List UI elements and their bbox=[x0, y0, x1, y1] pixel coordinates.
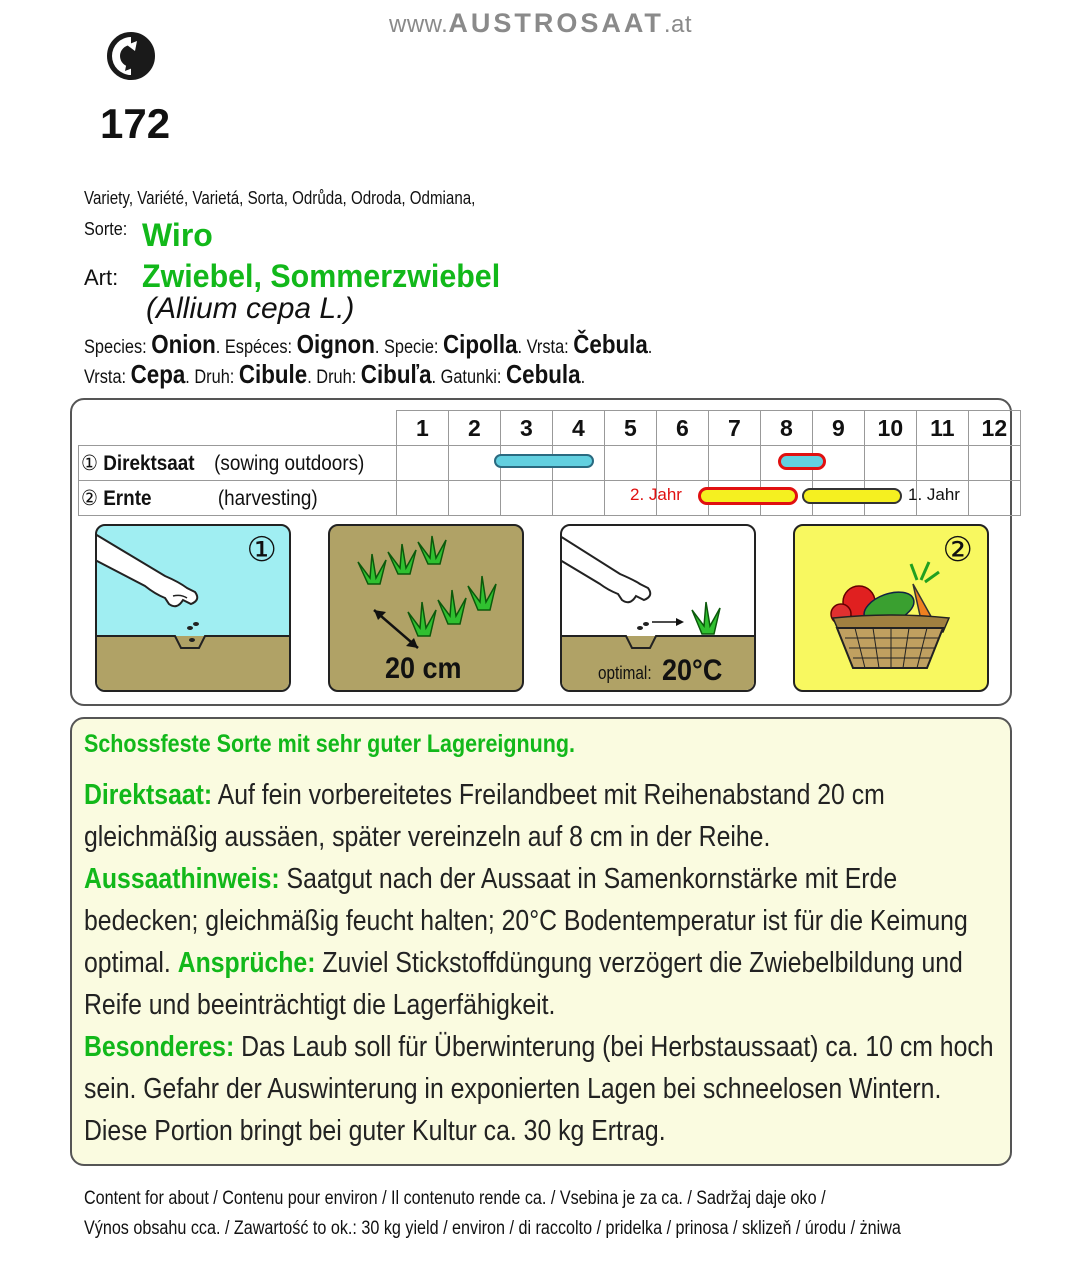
info-body bbox=[84, 774, 1007, 1152]
month-header: 7 bbox=[708, 411, 760, 446]
spacing-label: 20 cm bbox=[385, 652, 463, 685]
calendar-corner bbox=[79, 411, 397, 446]
row-translation: (sowing outdoors) bbox=[214, 451, 365, 475]
pictogram-number: ① bbox=[246, 531, 277, 569]
temperature-label: 20°C bbox=[662, 654, 723, 687]
species-translation-value: Cibuľa bbox=[360, 359, 432, 389]
item-number: 172 bbox=[100, 100, 171, 147]
latin-name: (Allium cepa L.) bbox=[146, 292, 355, 325]
pictogram-harvest bbox=[793, 524, 989, 692]
month-header: 4 bbox=[552, 411, 604, 446]
species-translation-label: . Druh: bbox=[185, 367, 239, 388]
row-symbol: ② bbox=[81, 486, 98, 510]
month-header: 8 bbox=[760, 411, 812, 446]
species-translation-label: . Specie: bbox=[374, 337, 444, 358]
species-translation-label: . bbox=[647, 337, 653, 358]
species-translation-value: Cebula bbox=[506, 359, 581, 389]
harvest-bar-year1 bbox=[802, 488, 902, 504]
site-brand: AUSTROSAAT bbox=[448, 8, 664, 38]
species-translation-value: Cipolla bbox=[443, 329, 518, 359]
month-header: 1 bbox=[396, 411, 448, 446]
month-header: 2 bbox=[448, 411, 500, 446]
species-translation-value: Cepa bbox=[130, 359, 186, 389]
species-translation-label: . Druh: bbox=[307, 367, 361, 388]
year2-label: 2. Jahr bbox=[630, 485, 682, 504]
sorte-label: Sorte: bbox=[84, 219, 128, 239]
row-symbol: ① bbox=[81, 451, 98, 475]
species-translation-label: Vrsta: bbox=[84, 367, 131, 388]
species-name: Zwiebel, Sommerzwiebel bbox=[142, 258, 501, 294]
species-translation-value: Cibule bbox=[238, 359, 308, 389]
footer-line-1: Content for about / Contenu pour environ / Il contenuto rende ca. / Vsebina je za ca. / Sadržaj daje oko / bbox=[84, 1188, 826, 1209]
website-url bbox=[0, 8, 1081, 39]
variety-label-line: Variety, Variété, Varietá, Sorta, Odrůda, Odroda, Odmiana, bbox=[84, 188, 476, 208]
month-header: 3 bbox=[500, 411, 552, 446]
species-translation-label: . Espéces: bbox=[215, 337, 297, 358]
row-name: Direktsaat bbox=[103, 451, 195, 475]
month-header: 11 bbox=[916, 411, 968, 446]
row-name: Ernte bbox=[103, 486, 152, 510]
aussaathinweis-label: Aussaathinweis: bbox=[84, 863, 280, 895]
aussaathinweis-text: Saatgut nach der Aussaat in Samenkornstärke mit Erde bedecken; gleichmäßig feucht halten; 20°C Bodentemperatur ist für die Keimung optimal. bbox=[84, 863, 968, 979]
month-header: 10 bbox=[864, 411, 916, 446]
row-label-sowing bbox=[79, 446, 397, 481]
ansprueche-text: Zuviel Stickstoffdüngung verzögert die Zwiebelbildung und Reife und beeinträchtigt die Lagerfähigkeit. bbox=[84, 947, 963, 1021]
month-header: 6 bbox=[656, 411, 708, 446]
species-translations-2 bbox=[84, 359, 667, 390]
site-prefix: www. bbox=[388, 11, 449, 38]
species-translation-label: Species: bbox=[84, 337, 152, 358]
species-translation-label: . bbox=[580, 367, 586, 388]
pictogram-germination bbox=[560, 524, 756, 692]
variety-name: Wiro bbox=[142, 217, 213, 253]
month-header: 5 bbox=[604, 411, 656, 446]
species-translations-1 bbox=[84, 329, 745, 360]
month-header: 12 bbox=[968, 411, 1020, 446]
year1-label: 1. Jahr bbox=[908, 485, 960, 504]
site-suffix: .at bbox=[663, 11, 693, 38]
species-translation-value: Čebula bbox=[573, 329, 648, 359]
species-translation-value: Onion bbox=[151, 329, 216, 359]
species-translation-label: . Gatunki: bbox=[431, 367, 507, 388]
pictogram-spacing bbox=[328, 524, 524, 692]
species-translation-label: . Vrsta: bbox=[517, 337, 574, 358]
pictogram-number: ② bbox=[942, 531, 973, 569]
row-label-harvest bbox=[79, 481, 397, 516]
art-label: Art: bbox=[84, 265, 119, 290]
row-translation: (harvesting) bbox=[217, 486, 318, 510]
direktsaat-text: Auf fein vorbereitetes Freilandbeet mit Reihenabstand 20 cm gleichmäßig aussäen, später vereinzeln auf 8 cm in der Reihe. bbox=[84, 779, 885, 853]
species-translation-value: Oignon bbox=[296, 329, 375, 359]
month-header: 9 bbox=[812, 411, 864, 446]
green-dot-icon bbox=[107, 32, 155, 80]
harvest-bar-year2 bbox=[698, 487, 798, 505]
info-headline: Schossfeste Sorte mit sehr guter Lagereignung. bbox=[84, 730, 576, 758]
ansprueche-label: Ansprüche: bbox=[177, 947, 316, 979]
direktsaat-label: Direktsaat: bbox=[84, 779, 213, 811]
besonderes-label: Besonderes: bbox=[84, 1031, 235, 1063]
besonderes-text: Das Laub soll für Überwinterung (bei Herbstaussaat) ca. 10 cm hoch sein. Gefahr der Auswinterung in exponierten Lagen bei schneelosen Wintern. Diese Portion bringt bei guter Kultur ca. 30 kg Ertrag. bbox=[84, 1031, 994, 1147]
optimal-label: optimal: bbox=[598, 663, 652, 683]
sowing-bar-autumn bbox=[778, 453, 826, 470]
pictogram-sowing bbox=[95, 524, 291, 692]
footer-line-2: Výnos obsahu cca. / Zawartość to ok.: 30 kg yield / environ / di raccolto / pridelka / prinosa / sklizeň / úrodu / żniwa bbox=[84, 1218, 901, 1239]
sowing-bar bbox=[494, 454, 594, 468]
content-yield-footer bbox=[84, 1184, 1045, 1244]
